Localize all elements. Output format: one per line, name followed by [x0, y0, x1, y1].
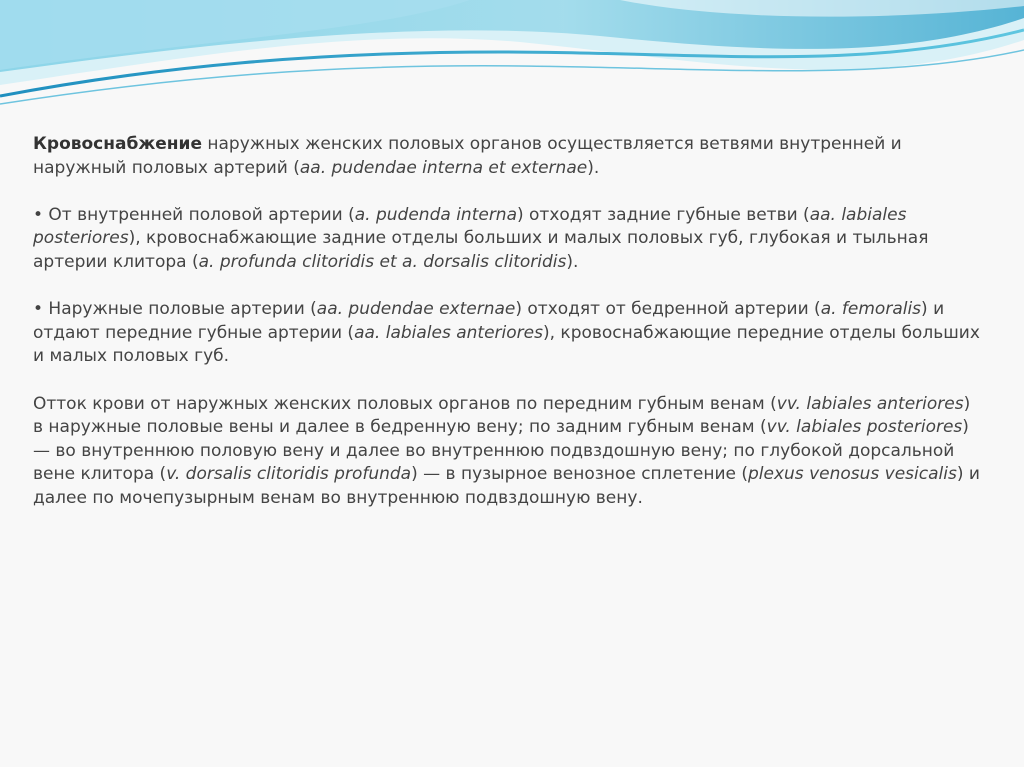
latin-term: aa. pudendae interna et externae — [299, 157, 588, 178]
latin-term: a. pudenda interna — [354, 204, 517, 225]
paragraph-internal-artery — [33, 204, 985, 275]
latin-term: aa. labiales posteriores — [33, 204, 907, 249]
text-run: ) в наружные половые вены и далее в бедренную вену; по задним губным венам ( — [33, 393, 971, 438]
text-run: ). — [587, 157, 600, 178]
slide-body-text — [33, 133, 985, 534]
paragraph-venous-outflow — [33, 393, 985, 511]
paragraph-blood-supply — [33, 133, 985, 180]
text-run: • Наружные половые артерии ( — [33, 299, 317, 320]
latin-term: vv. labiales posteriores — [766, 417, 963, 438]
text-run: ) отходят задние губные ветви ( — [517, 204, 810, 225]
text-run: ) и далее по мочепузырным венам во внутреннюю подвздошную вену. — [33, 464, 980, 508]
text-run: ) отходят от бедренной артерии ( — [515, 299, 821, 320]
text-run: • От внутренней половой артерии ( — [33, 204, 355, 225]
text-run: ) — во внутреннюю половую вену и далее во внутреннюю подвздошную вену; по глубокой дорсальной вене клитора ( — [33, 417, 969, 485]
latin-term: v. dorsalis clitoridis profunda — [166, 464, 412, 485]
text-run: ). — [566, 251, 579, 272]
text-run: ) — в пузырное венозное сплетение ( — [411, 464, 748, 485]
text-run: ), кровоснабжающие задние отделы больших и малых половых губ, глубокая и тыльная артерии клитора ( — [33, 228, 929, 272]
paragraph-external-arteries — [33, 298, 985, 369]
latin-term: vv. labiales anteriores — [776, 393, 964, 414]
text-run: наружных женских половых органов осуществляется ветвями внутренней и наружный половых артерий ( — [33, 134, 902, 178]
latin-term: plexus venosus vesicalis — [748, 464, 957, 485]
term-bold: Кровоснабжение — [33, 134, 202, 154]
text-run: ), кровоснабжающие передние отделы больших и малых половых губ. — [33, 322, 980, 367]
latin-term: a. profunda clitoridis et a. dorsalis clitoridis — [198, 251, 567, 272]
text-run: ) и отдают передние губные артерии ( — [33, 299, 945, 343]
latin-term: aa. pudendae externae — [316, 299, 516, 320]
text-run: Отток крови от наружных женских половых органов по передним губным венам ( — [33, 393, 777, 414]
latin-term: aa. labiales anteriores — [354, 322, 543, 343]
latin-term: a. femoralis — [820, 299, 922, 320]
decorative-wave-header — [0, 0, 1024, 120]
